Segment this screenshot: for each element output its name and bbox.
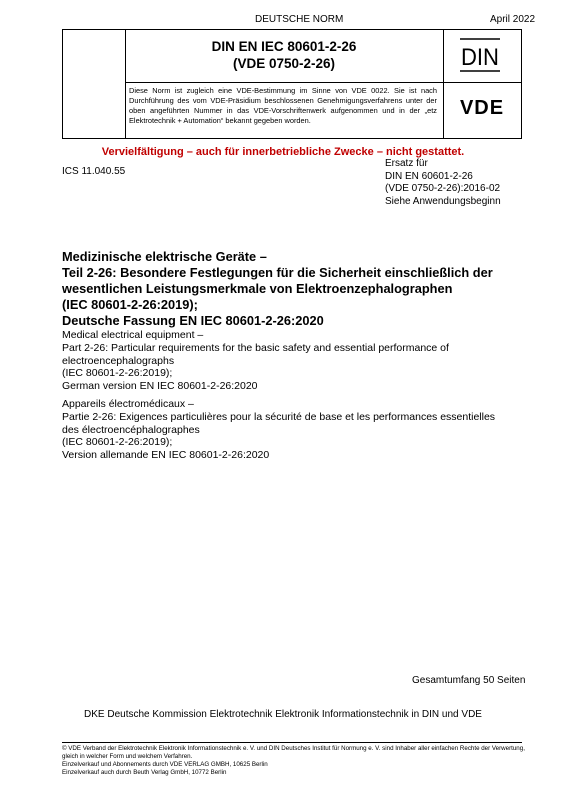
replacement-line: Ersatz für [385, 158, 428, 169]
title-german-line: Deutsche Fassung EN IEC 80601-2-26:2020 [62, 313, 324, 328]
title-german-line: (IEC 80601-2-26:2019); [62, 297, 198, 312]
title-french [62, 398, 532, 462]
title-english [62, 329, 532, 393]
vde-statement: Diese Norm ist zugleich eine VDE-Bestimmung im Sinne von VDE 0022. Sie ist nach Durchführung des vom VDE-Präsidium beschlossenen Genehmigungsverfahrens unter der oben angeführten Nummer in das VDE-Vorschriftenwerk aufgenommen und in der „etz Elektrotechnik + Automation“ bekannt gegeben worden. [129, 86, 437, 125]
title-german-line: Teil 2-26: Besondere Festlegungen für die Sicherheit einschließlich der [62, 265, 493, 280]
title-english-line: Part 2-26: Particular requirements for the basic safety and essential performance of [62, 341, 449, 354]
vde-logo: VDE [459, 96, 505, 119]
footer-line: gleich in welcher Form und welchem Verfahren. [62, 753, 193, 760]
replacement-line: (VDE 0750-2-26):2016-02 [385, 183, 501, 194]
title-german-line: wesentlichen Leistungsmerkmale von Elektroenzephalographen [62, 281, 453, 296]
din-logo-text: DIN [461, 44, 499, 71]
header-norm-type: DEUTSCHE NORM [255, 14, 344, 25]
standard-header-box [62, 29, 522, 139]
title-german-line: Medizinische elektrische Geräte – [62, 249, 267, 264]
title-french-line: (IEC 80601-2-26:2019); [62, 436, 173, 449]
box-divider-horizontal [125, 82, 521, 83]
din-logo-graphic [458, 36, 502, 74]
title-english-line: electroencephalographs [62, 354, 175, 367]
replacement-line: DIN EN 60601-2-26 [385, 170, 473, 182]
box-divider-right [443, 30, 444, 138]
standard-number: DIN EN IEC 80601-2-26 [211, 39, 357, 54]
standard-number-block [125, 38, 443, 72]
title-french-line: Partie 2-26: Exigences particulières pour la sécurité de base et les performances essentielles [62, 410, 496, 423]
replacement-line: Siehe Anwendungsbeginn [385, 195, 501, 207]
replacement-info [385, 158, 501, 208]
title-german [62, 249, 532, 329]
ics-code: ICS 11.040.55 [62, 166, 126, 177]
vde-number: (VDE 0750-2-26) [232, 56, 336, 71]
total-pages: Gesamtumfang 50 Seiten [412, 675, 526, 686]
footer-divider [62, 742, 522, 743]
copyright-footer [62, 745, 532, 777]
title-french-line: des électroencéphalographes [62, 423, 200, 436]
header-date: April 2022 [490, 14, 536, 25]
din-logo [458, 36, 502, 74]
footer-line: Einzelverkauf auch durch Beuth Verlag GmbH, 10772 Berlin [62, 769, 227, 776]
dke-commission: DKE Deutsche Kommission Elektrotechnik Elektronik Informationstechnik in DIN und VDE [84, 709, 482, 720]
title-english-line: Medical electrical equipment – [62, 329, 204, 341]
footer-line: © VDE Verband der Elektrotechnik Elektronik Informationstechnik e. V. und DIN Deutsches Institut für Normung e. V. sind Inhaber aller einfachen Rechte der Verwertung, [62, 745, 525, 752]
title-english-line: (IEC 80601-2-26:2019); [62, 367, 173, 380]
title-french-line: Appareils électromédicaux – [62, 398, 194, 410]
reproduction-warning: Vervielfältigung – auch für innerbetriebliche Zwecke – nicht gestattet. [101, 146, 465, 158]
title-english-line: German version EN IEC 80601-2-26:2020 [62, 380, 258, 393]
footer-line: Einzelverkauf und Abonnements durch VDE VERLAG GMBH, 10625 Berlin [62, 761, 268, 768]
title-french-line: Version allemande EN IEC 80601-2-26:2020 [62, 449, 270, 462]
